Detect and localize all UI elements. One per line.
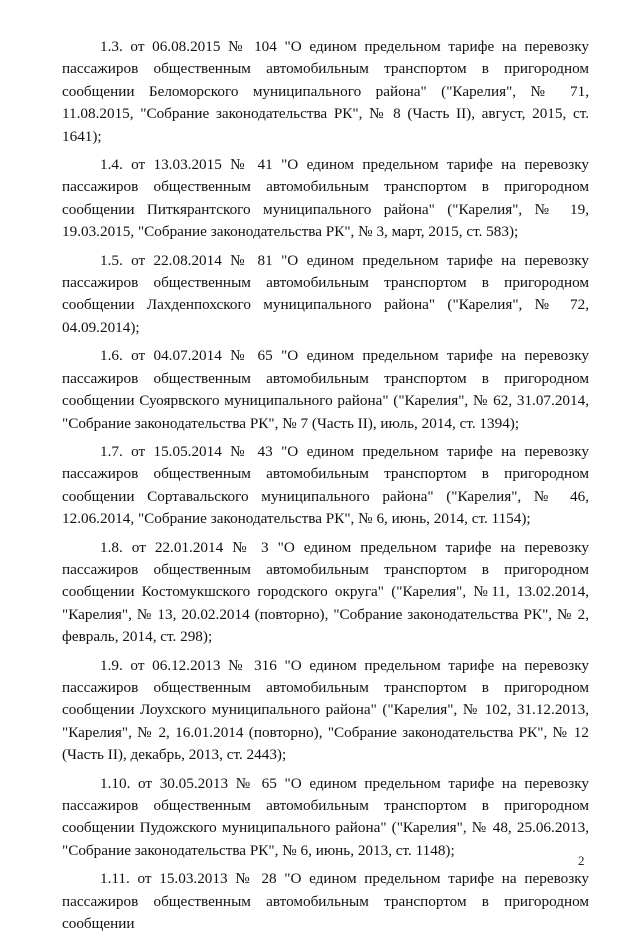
list-item-1-9: 1.9. от 06.12.2013 № 316 "О едином предельном тарифе на перевозку пассажиров общественным автомобильным транспортом в пригородном сообщении Лоухского муниципального района" ("Карелия", № 102, 31.12.2013, "Карелия", № 2, 16.01.2014 (повторно), "Собрание законодательства РК", № 12 (Часть II), декабрь, 2013, ст. 2443); [62,656,589,764]
list-item-1-10: 1.10. от 30.05.2013 № 65 "О едином предельном тарифе на перевозку пассажиров общественным автомобильным транспортом в пригородном сообщении Пудожского муниципального района" ("Карелия", № 48, 25.06.2013, "Собрание законодательства РК", № 6, июнь, 2013, ст. 1148); [62,774,589,859]
list-item-1-6: 1.6. от 04.07.2014 № 65 "О едином предельном тарифе на перевозку пассажиров общественным автомобильным транспортом в пригородном сообщении Суоярвского муниципального района" ("Карелия", № 62, 31.07.2014, "Собрание законодательства РК", № 7 (Часть II), июль, 2014, ст. 1394); [62,347,589,432]
list-item-1-11: 1.11. от 15.03.2013 № 28 "О едином предельном тарифе на перевозку пассажиров общественным автомобильным транспортом в пригородном сообщении [62,870,589,933]
document-body [62,36,589,941]
list-item-1-7: 1.7. от 15.05.2014 № 43 "О едином предельном тарифе на перевозку пассажиров общественным автомобильным транспортом в пригородном сообщении Сортавальского муниципального района" ("Карелия", № 46, 12.06.2014, "Собрание законодательства РК", № 6, июнь, 2014, ст. 1154); [62,442,589,528]
list-item-1-3: 1.3. от 06.08.2015 № 104 "О едином предельном тарифе на перевозку пассажиров общественным автомобильным транспортом в пригородном сообщении Беломорского муниципального района" ("Карелия", № 71, 11.08.2015, "Собрание законодательства РК", № 8 (Часть II), август, 2015, ст. 1641); [62,38,589,145]
page-number: 2 [578,853,585,868]
list-item-1-8: 1.8. от 22.01.2014 № 3 "О едином предельном тарифе на перевозку пассажиров общественным автомобильным транспортом в пригородном сообщении Костомукшского городского округа" ("Карелия", №11, 13.02.2014, "Карелия", № 13, 20.02.2014 (повторно), "Собрание законодательства РК", № 2, февраль, 2014, ст. 298); [62,538,589,646]
list-item-1-4: 1.4. от 13.03.2015 № 41 "О едином предельном тарифе на перевозку пассажиров общественным автомобильным транспортом в пригородном сообщении Питкярантского муниципального района" ("Карелия", № 19, 19.03.2015, "Собрание законодательства РК", № 3, март, 2015, ст. 583); [62,156,589,241]
list-item-1-5: 1.5. от 22.08.2014 № 81 "О едином предельном тарифе на перевозку пассажиров общественным автомобильным транспортом в пригородном сообщении Лахденпохского муниципального района" ("Карелия", № 72, 04.09.2014); [62,251,589,336]
